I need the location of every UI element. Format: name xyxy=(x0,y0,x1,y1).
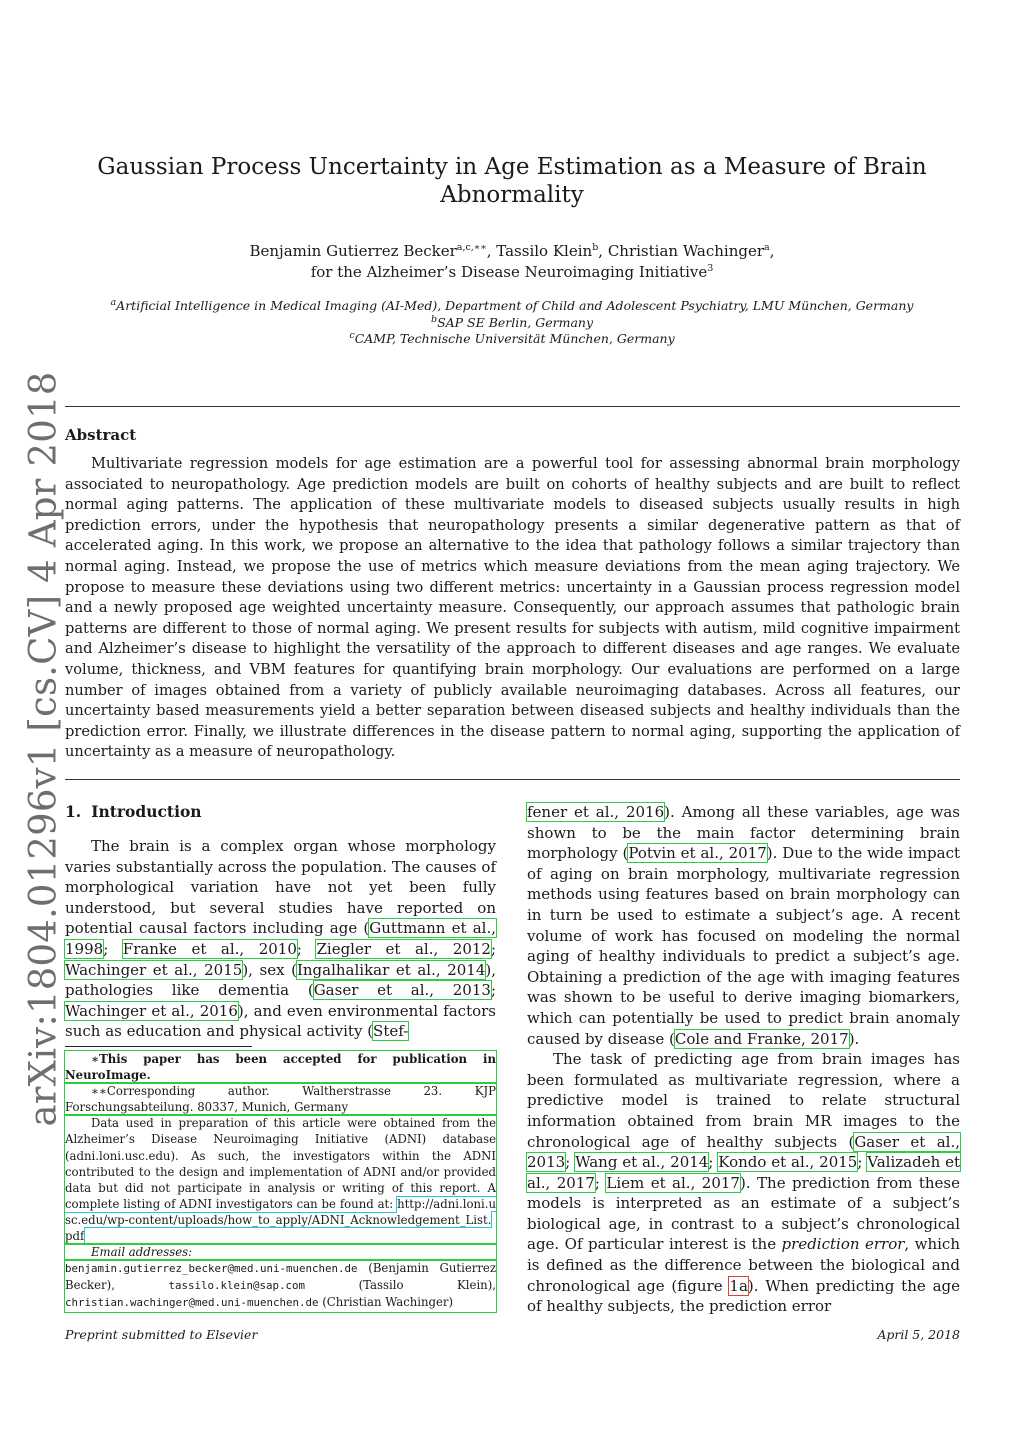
citation-link[interactable]: Wachinger et al., 2016 xyxy=(65,1001,238,1020)
author-3-sup: a xyxy=(764,242,770,253)
email-name-3: (Christian Wachinger) xyxy=(318,1295,454,1310)
citation-link[interactable]: Wang et al., 2014 xyxy=(575,1153,709,1172)
footnote-adni-text: Data used in preparation of this article were obtained from the Alzheimer’s Disease Neuroimaging Initiative (ADNI) database (adni.loni.usc.edu). As such, the investigators within the ADNI contributed to the design and implementation of ADNI and/or provided data but did not participate in analysis or writing of this report. A complete listing of ADNI investigators can be found at: xyxy=(65,1116,496,1211)
author-3-tail: , xyxy=(769,242,775,260)
citation-link[interactable]: Valizadeh et al., 2017 xyxy=(527,1153,961,1192)
email-name-1: (Benjamin Gutierrez Becker), xyxy=(65,1261,496,1293)
text-run: ). The prediction from these models is interpreted as an estimate of a subject’s biological age, in contrast to a subject’s chronological age. Of particular interest is the xyxy=(527,1173,960,1254)
citation-link[interactable]: Cole and Franke, 2017 xyxy=(674,1029,849,1048)
figure-ref-link[interactable]: 1a xyxy=(729,1276,748,1295)
footnote-adni[interactable] xyxy=(65,1115,496,1244)
abstract-body xyxy=(65,454,960,763)
footnote-corresponding[interactable]: ∗∗Corresponding author. Waltherstrasse 23. KJP Forschungsabteilung. 80337, Munich, Germany xyxy=(65,1084,496,1115)
text-run: ; xyxy=(490,981,496,1000)
text-run: ), sex ( xyxy=(242,960,297,979)
text-run: ; xyxy=(490,939,497,958)
affiliations xyxy=(40,298,984,348)
author-2-sup: b xyxy=(592,242,599,253)
authors-line-2 xyxy=(40,262,984,283)
authors-line-1 xyxy=(40,241,984,262)
section-title: Introduction xyxy=(91,802,202,821)
affiliation-c-sup: c xyxy=(349,329,355,341)
emphasis-prediction-error: prediction error xyxy=(781,1235,905,1254)
consortium-sup: 3 xyxy=(707,263,714,274)
text-run: ), and even environmental factors such as education and physical activity ( xyxy=(65,1001,496,1041)
text-run: The brain is a complex organ whose morphology varies substantially across the population. The causes of morphological variation have not yet been fully understood, but several studies have reported on potential causal factors including age ( xyxy=(65,837,496,938)
citation-link[interactable]: fener et al., 2016 xyxy=(527,803,665,821)
author-2: , Tassilo Klein xyxy=(486,242,593,260)
abstract-text: Multivariate regression models for age estimation are a powerful tool for assessing abnormal brain morphology associated to neuropathology. Age prediction models are built on cohorts of healthy subjects and are built to reflect normal aging patterns. The application of these multivariate models to diseased subjects usually results in high prediction errors, under the hypothesis that neuropathology presents a similar degenerative pattern as that of accelerated aging. In this work, we propose an alternative to the idea that pathology follows a similar trajectory than normal aging. Instead, we propose the use of metrics which measure deviations from the mean aging trajectory. We propose to measure these deviations using two different metrics: uncertainty in a Gaussian process regression model and a newly proposed age weighted uncertainty measure. Consequently, our approach assumes that pathologic brain patterns are different to those of normal aging. We present results for subjects with autism, mild cognitive impairment and Alzheimer’s disease to highlight the versatility of the approach to different diseases and age ranges. We evaluate volume, thickness, and VBM features for quantifying brain morphology. Our evaluations are performed on a large number of images obtained from a variety of publicly available neuroimaging databases. Across all features, our uncertainty based measurements yield a better separation between diseased subjects and healthy individuals than the prediction error. Finally, we illustrate differences in the disease pattern to normal aging, supporting the application of uncertainty as a measure of neuropathology. xyxy=(65,455,960,761)
email-name-2: (Tassilo Klein), xyxy=(305,1278,496,1293)
adni-url-link[interactable]: http://adni.loni.usc.edu/wp-content/uploads/how_to_apply/ADNI_Acknowledgement_List.pdf xyxy=(65,1196,496,1244)
text-run: ; xyxy=(708,1153,719,1172)
author-block xyxy=(40,241,984,283)
section-number: 1. xyxy=(65,802,82,821)
text-run: ). xyxy=(848,1029,860,1048)
text-run: ; xyxy=(565,1153,576,1172)
intro-left-column xyxy=(65,836,496,1042)
author-3: , Christian Wachinger xyxy=(598,242,765,260)
affiliation-a-sup: a xyxy=(110,296,117,308)
text-run: ), pathologies like dementia ( xyxy=(65,960,496,1000)
abstract-heading: Abstract xyxy=(65,426,137,444)
text-run: ; xyxy=(103,939,123,958)
email-link-3[interactable]: christian.wachinger@med.uni-muenchen.de xyxy=(65,1296,319,1310)
abstract-bottom-rule xyxy=(65,779,960,780)
citation-link[interactable]: Gaser et al., 2013 xyxy=(313,981,491,1000)
intro-paragraph-1-cont xyxy=(527,802,960,1049)
text-run: ; xyxy=(857,1153,868,1172)
paper-title: Gaussian Process Uncertainty in Age Estimation as a Measure of Brain Abnormality xyxy=(97,154,927,208)
text-run: The task of predicting age from brain images has been formulated as multivariate regression, where a predictive model is trained to relate structural information obtained from brain MR images to the chronological age of healthy subjects ( xyxy=(527,1050,960,1151)
footnote-rule xyxy=(65,1046,252,1047)
footer-preprint: Preprint submitted to Elsevier xyxy=(65,1327,258,1342)
affiliation-b xyxy=(40,315,984,332)
citation-link[interactable]: Stef- xyxy=(373,1022,409,1041)
intro-paragraph-2 xyxy=(527,1049,960,1317)
affiliation-c xyxy=(40,331,984,348)
citation-link[interactable]: Wachinger et al., 2015 xyxy=(65,960,243,979)
citation-link[interactable]: Potvin et al., 2017 xyxy=(628,844,767,863)
consortium: for the Alzheimer’s Disease Neuroimaging Initiative xyxy=(310,263,708,281)
affiliation-b-text: SAP SE Berlin, Germany xyxy=(437,314,594,330)
citation-link[interactable]: Kondo et al., 2015 xyxy=(718,1153,858,1172)
email-link-1[interactable]: benjamin.gutierrez_becker@med.uni-muenchen.de xyxy=(65,1262,358,1276)
citation-link[interactable]: Ingalhalikar et al., 2014 xyxy=(296,960,486,979)
email-label: Email addresses: xyxy=(91,1245,193,1260)
citation-link[interactable]: Guttmann et al., 1998 xyxy=(65,919,497,958)
section-heading-introduction xyxy=(65,802,202,821)
citation-link[interactable]: Franke et al., 2010 xyxy=(122,939,297,958)
text-run: ). Among all these variables, age was shown to be the main factor determining brain morphology ( xyxy=(527,803,960,863)
text-run: ). Due to the wide impact of aging on brain morphology, multivariate regression methods using features based on brain morphology can in turn be used to estimate a subject’s age. A recent volume of work has focused on modeling the normal aging of healthy individuals to predict a subject’s age. Obtaining a prediction of the age with imaging features was shown to be useful to derive imaging biomarkers, which can potentially be used to predict brain anomaly caused by disease ( xyxy=(527,844,960,1048)
footnote-accepted[interactable]: ∗This paper has been accepted for publication in NeuroImage. xyxy=(65,1052,496,1083)
affiliation-c-text: CAMP, Technische Universität München, Germany xyxy=(354,331,675,346)
citation-link[interactable]: Ziegler et al., 2012 xyxy=(316,939,491,958)
affiliation-b-sup: b xyxy=(430,313,438,325)
intro-right-column xyxy=(527,802,960,1317)
citation-link[interactable]: Gaser et al., 2013 xyxy=(527,1132,960,1172)
abstract-top-rule xyxy=(65,406,960,407)
intro-paragraph-1 xyxy=(65,836,496,1042)
author-1-sup: a,c,∗∗ xyxy=(456,242,487,253)
footnote-email-list xyxy=(65,1260,496,1311)
footer-date: April 5, 2018 xyxy=(877,1327,960,1342)
text-run: ). When predicting the age of healthy subjects, the prediction error xyxy=(527,1276,960,1316)
email-link-2[interactable]: tassilo.klein@sap.com xyxy=(168,1279,305,1293)
footnote-emails[interactable] xyxy=(65,1244,496,1260)
footnotes xyxy=(65,1051,496,1312)
affiliation-a xyxy=(40,298,984,315)
citation-link[interactable]: Liem et al., 2017 xyxy=(606,1173,740,1192)
text-run: ; xyxy=(296,939,317,958)
affiliation-a-text: Artificial Intelligence in Medical Imaging (AI-Med), Department of Child and Adolescent Psychiatry, LMU München, Germany xyxy=(116,298,914,313)
text-run: ; xyxy=(594,1173,607,1192)
arxiv-stamp-text: arXiv:1804.01296v1 [cs.CV] 4 Apr 2018 xyxy=(21,371,65,1127)
author-1: Benjamin Gutierrez Becker xyxy=(249,242,457,260)
text-run: , which is defined as the difference between the biological and chronological age (figure xyxy=(527,1235,960,1295)
arxiv-stamp xyxy=(13,371,73,1127)
